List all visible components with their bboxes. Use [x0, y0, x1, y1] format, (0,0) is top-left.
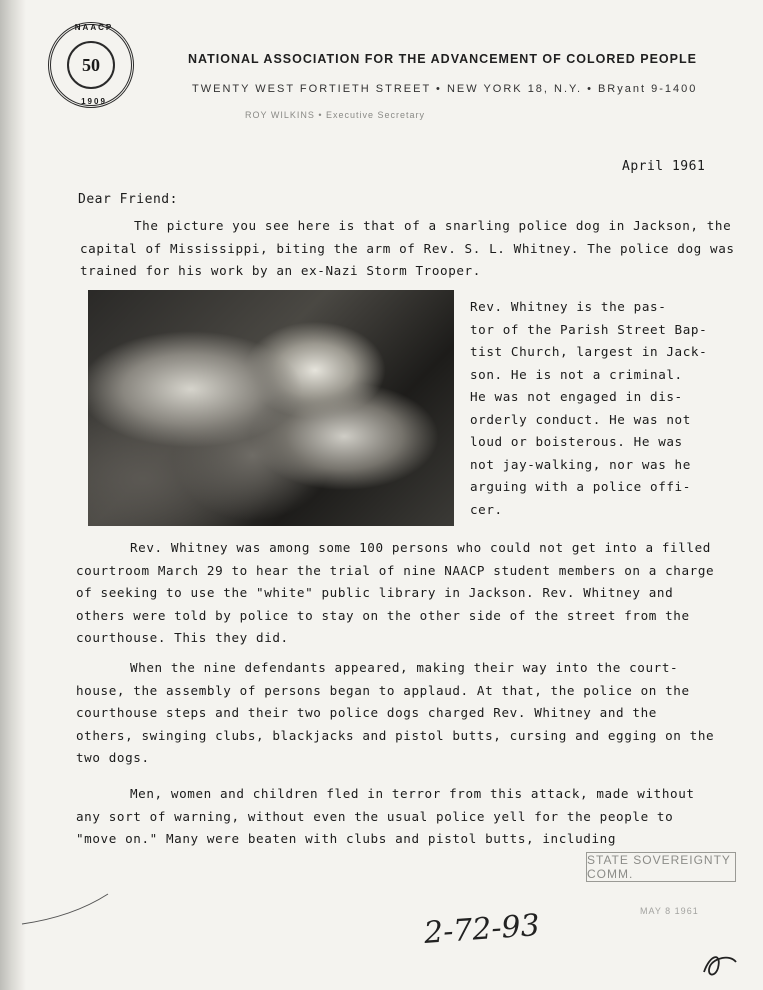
margin-pen-stroke	[20, 890, 110, 930]
naacp-seal-logo	[48, 22, 134, 108]
paragraph-3: When the nine defendants appeared, making their way into the court-house, the assembly of persons began to applaud. At that, the police on the courthouse steps and their two police dogs charged Rev. Whitney and the others, swinging clubs, blackjacks and pistol butts, cursing and egging on the two dogs.	[76, 660, 715, 765]
seal-bottom-text: 1909	[81, 97, 107, 106]
photo-text-line: tist Church, largest in Jack-	[470, 344, 708, 359]
handwritten-file-number: 2-72-93	[422, 908, 541, 951]
seal-number: 50	[67, 41, 115, 89]
photo-text-line: arguing with a police offi-	[470, 479, 691, 494]
received-stamp: STATE SOVEREIGNTY COMM.	[586, 852, 736, 882]
scan-edge-shadow	[0, 0, 26, 990]
photo-text-line: orderly conduct. He was not	[470, 411, 691, 427]
organization-address: TWENTY WEST FORTIETH STREET • NEW YORK 18, N.Y. • BRyant 9-1400	[192, 83, 698, 95]
paragraph-2: Rev. Whitney was among some 100 persons who could not get into a filled courtroom March 29 to hear the trial of nine NAACP student members on a charge of seeking to use the "white" public library in Jackson. Rev. Whitney and others were told by police to stay on the other side of the street from the courthouse. This they did.	[76, 540, 715, 645]
photo-text-line: He was not engaged in dis-	[470, 389, 683, 404]
seal-top-text: NAACP	[74, 23, 114, 32]
photo-text-line: son. He is not a criminal.	[470, 366, 683, 382]
photo-text-line: loud or boisterous. He was	[470, 434, 683, 449]
salutation: Dear Friend:	[78, 192, 178, 207]
photo-text-line: cer.	[470, 501, 503, 517]
paragraph-1: The picture you see here is that of a snarling police dog in Jackson, the capital of Mississippi, biting the arm of Rev. S. L. Whitney. The police dog was trained for his work by an ex-Nazi Storm Trooper.	[80, 218, 735, 278]
police-dog-photo	[88, 290, 454, 526]
handwritten-initials-mark	[700, 948, 740, 980]
organization-name: NATIONAL ASSOCIATION FOR THE ADVANCEMENT OF COLORED PEOPLE	[188, 52, 697, 66]
photo-side-text	[470, 296, 714, 521]
paragraph-4: Men, women and children fled in terror from this attack, made without any sort of warning, without even the usual police yell for the people to "move on." Many were beaten with clubs and pistol butts, including	[76, 786, 695, 846]
photo-text-line: not jay-walking, nor was he	[470, 456, 691, 472]
photo-text-line: Rev. Whitney is the pas-	[470, 299, 667, 314]
letter-date: April 1961	[622, 159, 706, 174]
photo-text-line: tor of the Parish Street Bap-	[470, 321, 708, 337]
letterhead-subline: ROY WILKINS • Executive Secretary	[245, 110, 426, 120]
stamp-date: MAY 8 1961	[640, 906, 699, 916]
